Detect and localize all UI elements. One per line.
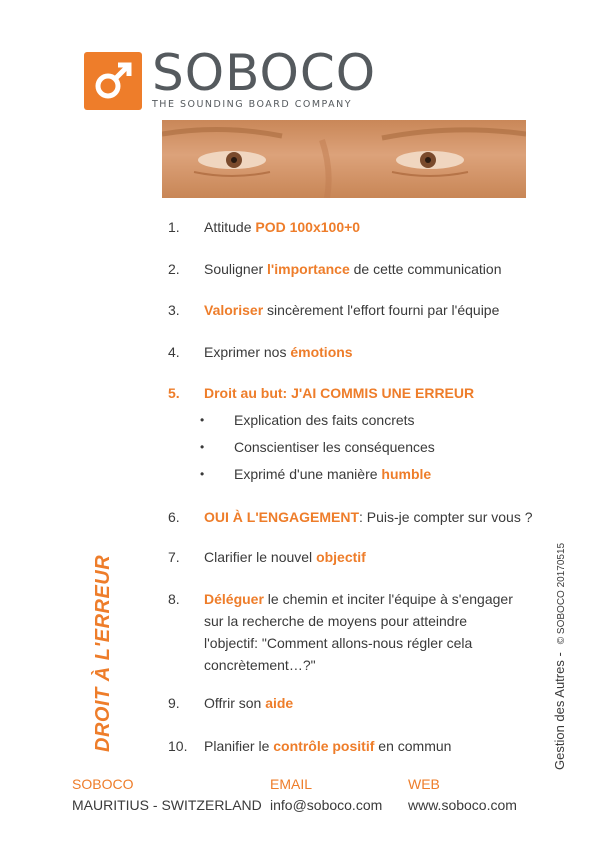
bullet-icon: • [200,413,205,427]
male-symbol-icon [84,52,142,110]
footer-company-label: SOBOCO [72,776,134,792]
logo-mark [84,52,142,110]
footer-email-label: EMAIL [270,776,313,792]
copyright: © SOBOCO 20170515 [556,542,567,645]
bullet-icon: • [200,440,205,454]
brand-tagline: THE SOUNDING BOARD COMPANY [152,99,353,110]
footer-company-location: MAURITIUS - SWITZERLAND [72,797,262,813]
side-title: DROIT À L'ERREUR [92,554,114,752]
side-caption: Gestion des Autres -© SOBOCO 20170515 [552,542,567,770]
brand-name: SOBOCO [152,44,377,102]
footer-web-label: WEB [408,776,440,792]
footer-email-link[interactable]: info@soboco.com [270,797,383,813]
eyes-banner-image [162,120,526,198]
footer-web-link[interactable]: www.soboco.com [408,797,517,813]
bullet-icon: • [200,467,205,481]
